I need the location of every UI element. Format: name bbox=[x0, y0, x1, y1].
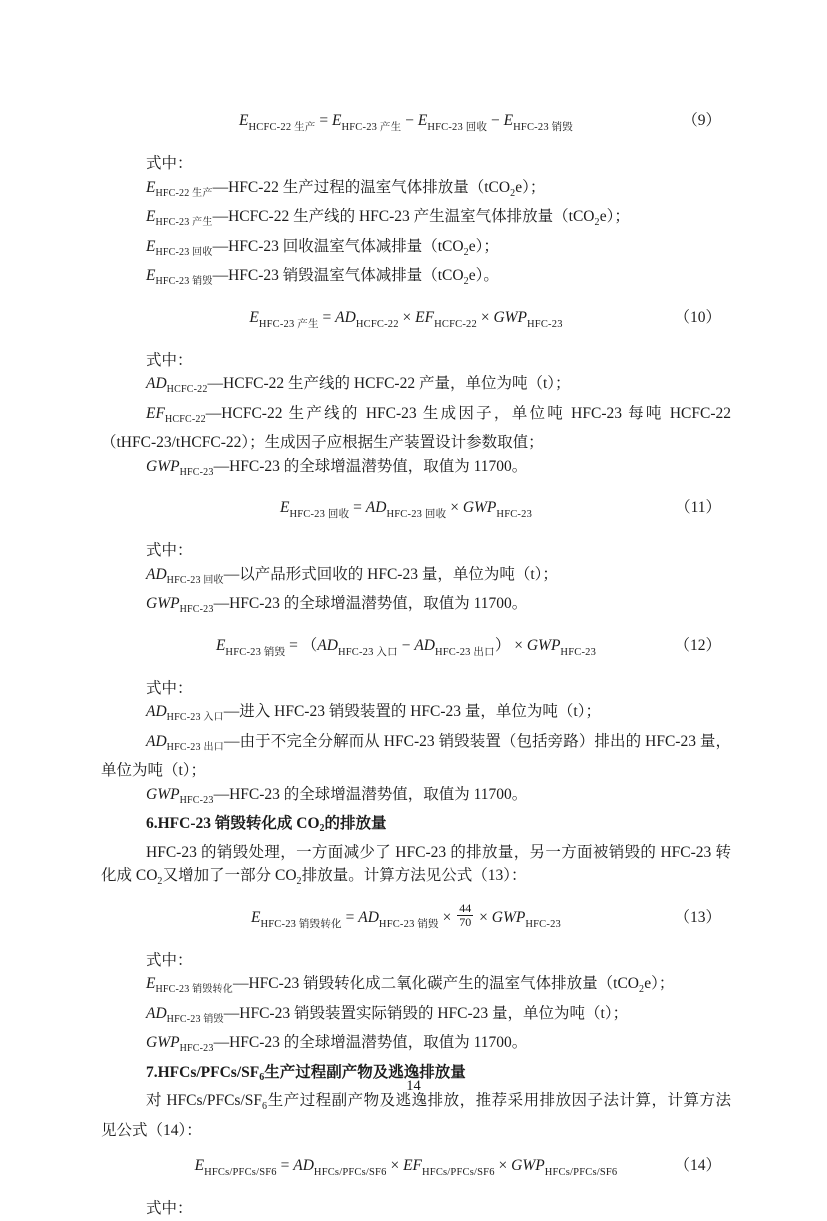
equation-number: （13） bbox=[674, 908, 721, 926]
paragraph: $E_{HFC-23 回收}—HFC-23$ 回收温室气体减排量（tCO$_2$e）； bbox=[146, 237, 499, 258]
formula-intro: 式中： bbox=[146, 1200, 193, 1217]
paragraph: $GWP_{HFC-23}—HFC-23$ 的全球增温潜势值，取值为 11700。 bbox=[146, 1034, 528, 1054]
equation: $E_{HFC-23 销毁转化} = AD_{HFC-23 销毁}$ × $\frac{44}{70}$ × $GWP_{HFC-23}$ （13） bbox=[251, 900, 721, 930]
paragraph: $GWP_{HFC-23}—HFC-23$ 的全球增温潜势值，取值为 11700。 bbox=[146, 785, 528, 806]
equation: $E_{HFCs/PFCs/SF6} = AD_{HFCs/PFCs/SF6} \times EF_{HFCs/PFCs/SF6} \times GWP_{HFCs/PFCs/SF6}$ （14） bbox=[101, 1152, 731, 1187]
equation: $E_{HFC-23 销毁} = (AD_{HFC-23 入口} - AD_{HFC-23 出口}) \times GWP_{HFC-23}$ （12） bbox=[101, 632, 731, 667]
formula-intro: 式中： bbox=[146, 951, 193, 969]
paragraph: $AD_{HFC-23 销毁}—HFC-23$ 销毁装置实际销毁的 HFC-23 量，单位为吨（t）； bbox=[146, 1004, 629, 1025]
section-heading: 7.HFCs/PFCs/SF6生产过程副产物及逃逸排放量 bbox=[146, 1063, 466, 1083]
paragraph: $E_{HFC-23 销毁转化}—HFC-23$ 销毁转化成二氧化碳产生的温室气体排放量（tCO$_2$e）； bbox=[146, 975, 675, 995]
formula-intro: 式中： bbox=[146, 351, 193, 369]
fraction: $\frac{44}{70}$ bbox=[459, 900, 472, 930]
equation: $E_{HCFC-22 生产} = E_{HFC-23 产生} - E_{HFC-23 回收} - E_{HFC-23 销毁}$ （9） bbox=[101, 107, 731, 142]
formula-intro: 式中： bbox=[146, 155, 193, 172]
equation-number: （12） bbox=[674, 636, 721, 654]
paragraph: $GWP_{HFC-23}—HFC-23$ 的全球增温潜势值，取值为 11700。 bbox=[146, 457, 528, 478]
paragraph: $E_{HFC-23 销毁}—HFC-23$ 销毁温室气体减排量（tCO$_2$e）。 bbox=[146, 267, 499, 287]
paragraph: $E_{HFC-22 生产}—HFC-22$ 生产过程的温室气体排放量（tCO$_2$e）； bbox=[146, 178, 546, 199]
paragraph: 对 HFCs/$PFCs/SF_6$生产过程副产物及逃逸排放，推荐采用排放因子法计算，计算方法见公式（14）： bbox=[101, 1092, 731, 1139]
equation: $E_{HFC-23 回收} = AD_{HFC-23 回收} \times GWP_{HFC-23}$ （11） bbox=[101, 494, 731, 529]
equation-number: （9） bbox=[682, 112, 721, 129]
equation-number: （10） bbox=[674, 308, 721, 326]
paragraph: $AD_{HFC-23 回收}—$以产品形式回收的 HFC-23 量，单位为吨（t）； bbox=[146, 565, 558, 586]
section-heading: 6.HFC-23 销毁转化成 CO2的排放量 bbox=[146, 815, 387, 834]
formula-intro: 式中： bbox=[146, 679, 193, 697]
paragraph: $AD_{HCFC-22}—HCFC-22$ 生产线的 HCFC-22 产量，单位为吨（t）； bbox=[146, 375, 571, 395]
paragraph: $EF_{HCFC-22}—HCFC-22$ 生产线的 HFC-23 生成因子，单位吨 HFC-23 每吨 HCFC-22（tHFC-23/tHCFC-22）；生成因子应根据生产装置设计参数取值； bbox=[101, 404, 731, 451]
document-body bbox=[101, 97, 731, 1221]
paragraph: HFC-23 的销毁处理，一方面减少了 HFC-23 的排放量，另一方面被销毁的 HFC-23 转化成 $CO_2$又增加了一部分 $CO_2$排放量。计算方法见公式（13）： bbox=[101, 843, 731, 887]
equation: $E_{HFC-23 产生} = AD_{HCFC-22} \times EF_{HCFC-22} \times GWP_{HFC-23}$ （10） bbox=[101, 304, 731, 339]
paragraph: $GWP_{HFC-23}—HFC-23$ 的全球增温潜势值，取值为 11700。 bbox=[146, 595, 528, 615]
paragraph: $E_{HFC-23 产生}—HCFC-22$ 生产线的 HFC-23 产生温室气体排放量（tCO$_2$e）； bbox=[146, 208, 630, 228]
equation-number: （14） bbox=[674, 1157, 721, 1174]
formula-intro: 式中： bbox=[146, 542, 193, 559]
page-number: 14 bbox=[406, 1078, 421, 1094]
paragraph: $AD_{HFC-23 出口}—$由于不完全分解而从 HFC-23 销毁装置（包括旁路）排出的 HFC-23 量，单位为吨（t）； bbox=[101, 732, 731, 779]
paragraph: $AD_{HFC-23 入口}—$进入 HFC-23 销毁装置的 HFC-23 量，单位为吨（t）； bbox=[146, 703, 601, 723]
equation-number: （11） bbox=[675, 499, 721, 516]
